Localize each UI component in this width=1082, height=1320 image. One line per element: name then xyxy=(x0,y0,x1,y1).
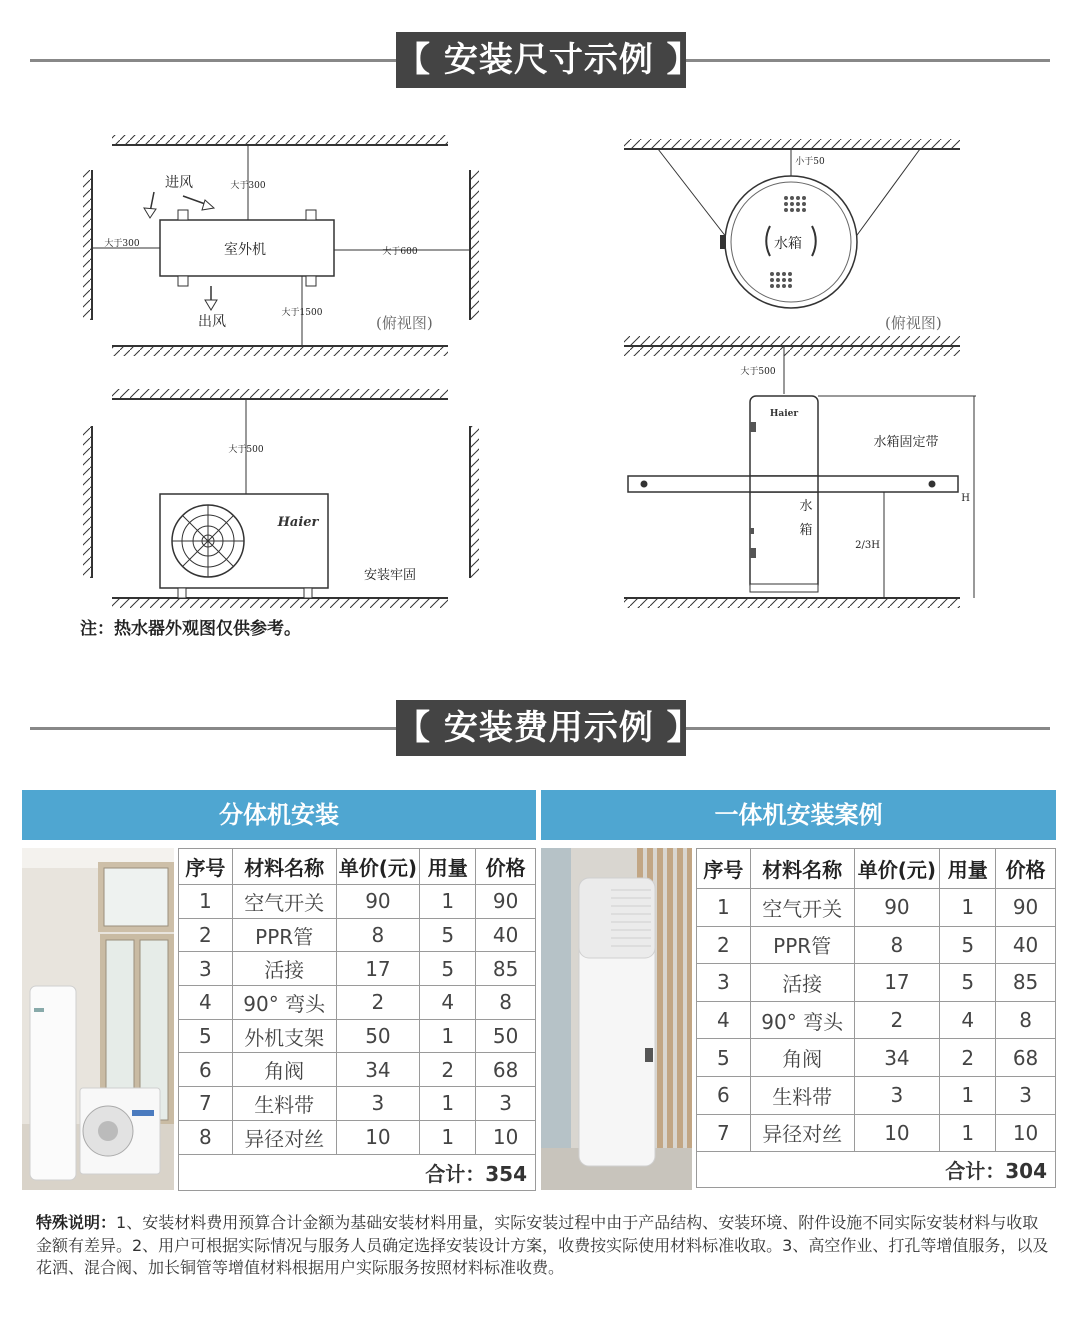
section-title: 【 安装尺寸示例 】 xyxy=(396,32,686,88)
cell-price: 40 xyxy=(476,918,536,952)
cell-price: 3 xyxy=(996,1076,1056,1114)
table-row xyxy=(179,918,536,952)
col-header-price: 价格 xyxy=(996,849,1056,889)
cell-index: 4 xyxy=(697,1001,751,1039)
appearance-note: 注：热水器外观图仅供参考。 xyxy=(80,619,301,639)
cell-quantity: 5 xyxy=(420,918,476,952)
panel-title-integrated-unit: 一体机安装案例 xyxy=(541,790,1056,840)
table-total-row xyxy=(179,1154,536,1190)
label-tank-char2: 箱 xyxy=(799,523,813,538)
cell-material: 异径对丝 xyxy=(750,1114,854,1152)
cell-index: 8 xyxy=(179,1120,233,1154)
cell-quantity: 1 xyxy=(420,1019,476,1053)
brand-logo: Haier xyxy=(277,515,319,530)
col-header-material: 材料名称 xyxy=(232,849,336,885)
cell-unit-price: 3 xyxy=(336,1087,420,1121)
view-label: (俯视图) xyxy=(885,314,942,332)
cell-material: 异径对丝 xyxy=(232,1120,336,1154)
table-row xyxy=(697,889,1056,927)
label-air-out: 出风 xyxy=(198,314,226,330)
cell-material: 活接 xyxy=(750,964,854,1002)
cell-quantity: 4 xyxy=(420,986,476,1020)
cell-price: 40 xyxy=(996,926,1056,964)
cell-index: 7 xyxy=(179,1087,233,1121)
cell-index: 2 xyxy=(697,926,751,964)
special-notes-label: 特殊说明： xyxy=(36,1213,117,1232)
col-header-index: 序号 xyxy=(179,849,233,885)
cell-index: 5 xyxy=(697,1039,751,1077)
label-tank-strap: 水箱固定带 xyxy=(873,435,939,450)
cell-material: 活接 xyxy=(232,952,336,986)
label-outdoor-unit: 室外机 xyxy=(224,242,266,258)
table-row xyxy=(697,926,1056,964)
table-row xyxy=(697,1114,1056,1152)
cell-material: PPR管 xyxy=(750,926,854,964)
dim-top: 大于300 xyxy=(230,181,266,191)
table-row xyxy=(179,885,536,919)
dim-top: 小于50 xyxy=(795,157,825,167)
dim-left: 大于300 xyxy=(104,239,140,249)
cell-price: 3 xyxy=(476,1087,536,1121)
special-notes xyxy=(36,1212,1050,1280)
cell-price: 50 xyxy=(476,1019,536,1053)
cell-unit-price: 2 xyxy=(336,986,420,1020)
dim-top: 大于500 xyxy=(228,445,264,455)
cell-material: PPR管 xyxy=(232,918,336,952)
table-row xyxy=(697,1001,1056,1039)
table-header-row xyxy=(179,849,536,885)
cell-material: 生料带 xyxy=(232,1087,336,1121)
cell-quantity: 1 xyxy=(420,1120,476,1154)
cell-index: 1 xyxy=(697,889,751,927)
cost-table-integrated-unit xyxy=(696,848,1056,1188)
dim-bottom: 大于1500 xyxy=(281,308,323,318)
diagram-outdoor-unit-top-view xyxy=(80,130,500,364)
cell-index: 7 xyxy=(697,1114,751,1152)
cell-price: 85 xyxy=(996,964,1056,1002)
cell-material: 90° 弯头 xyxy=(232,986,336,1020)
cell-quantity: 5 xyxy=(420,952,476,986)
cell-quantity: 2 xyxy=(420,1053,476,1087)
cell-price: 85 xyxy=(476,952,536,986)
dim-right: 大于600 xyxy=(382,247,418,257)
cell-unit-price: 90 xyxy=(336,885,420,919)
cell-quantity: 1 xyxy=(940,1076,996,1114)
cell-unit-price: 8 xyxy=(336,918,420,952)
cell-quantity: 5 xyxy=(940,964,996,1002)
cell-unit-price: 90 xyxy=(854,889,940,927)
cell-price: 8 xyxy=(996,1001,1056,1039)
cell-price: 68 xyxy=(996,1039,1056,1077)
label-tank: 水箱 xyxy=(774,236,802,252)
cell-material: 90° 弯头 xyxy=(750,1001,854,1039)
brand-logo: Haier xyxy=(769,409,799,419)
total-value: 合计：304 xyxy=(697,1152,1056,1188)
col-header-quantity: 用量 xyxy=(420,849,476,885)
cell-unit-price: 17 xyxy=(336,952,420,986)
cell-quantity: 1 xyxy=(420,885,476,919)
panel-title-split-unit: 分体机安装 xyxy=(22,790,536,840)
cell-quantity: 1 xyxy=(940,889,996,927)
cell-index: 3 xyxy=(179,952,233,986)
col-header-price: 价格 xyxy=(476,849,536,885)
section-title: 【 安装费用示例 】 xyxy=(396,700,686,756)
special-notes-text: 1、安装材料费用预算合计金额为基础安装材料用量，实际安装过程中由于产品结构、安装环境、附件设施不同实际安装材料与收取金额有差异。2、用户可根据实际情况与服务人员确定选择安装设计方案，收费按实际使用材料标准收取。3、高空作业、打孔等增值服务，以及花洒、混合阀、加长铜管等增值材料根据用户实际服务按照材料标准收费。 xyxy=(36,1213,1049,1277)
cell-price: 10 xyxy=(476,1120,536,1154)
table-row xyxy=(697,1076,1056,1114)
table-row xyxy=(179,1053,536,1087)
diagram-outdoor-unit-front-view xyxy=(80,388,500,614)
cell-price: 68 xyxy=(476,1053,536,1087)
split-unit-photo xyxy=(22,848,174,1190)
table-row xyxy=(179,952,536,986)
cell-material: 空气开关 xyxy=(750,889,854,927)
label-secure-install: 安装牢固 xyxy=(364,568,417,583)
cell-index: 2 xyxy=(179,918,233,952)
section-header-install-size xyxy=(30,32,1050,88)
table-header-row xyxy=(697,849,1056,889)
col-header-material: 材料名称 xyxy=(750,849,854,889)
cell-price: 90 xyxy=(996,889,1056,927)
cell-material: 生料带 xyxy=(750,1076,854,1114)
cell-unit-price: 34 xyxy=(336,1053,420,1087)
cell-unit-price: 2 xyxy=(854,1001,940,1039)
cell-material: 角阀 xyxy=(750,1039,854,1077)
cell-price: 10 xyxy=(996,1114,1056,1152)
diagram-tank-top-view xyxy=(620,130,980,364)
cell-material: 空气开关 xyxy=(232,885,336,919)
label-height: H xyxy=(961,493,970,504)
cell-index: 3 xyxy=(697,964,751,1002)
cell-material: 角阀 xyxy=(232,1053,336,1087)
cell-price: 90 xyxy=(476,885,536,919)
cell-unit-price: 17 xyxy=(854,964,940,1002)
cell-quantity: 5 xyxy=(940,926,996,964)
cost-table-split-unit xyxy=(178,848,536,1191)
diagram-tank-front-view xyxy=(620,336,980,614)
label-two-thirds-height: 2/3H xyxy=(855,540,880,551)
cell-unit-price: 50 xyxy=(336,1019,420,1053)
cell-index: 4 xyxy=(179,986,233,1020)
cell-unit-price: 34 xyxy=(854,1039,940,1077)
cell-unit-price: 3 xyxy=(854,1076,940,1114)
label-air-in: 进风 xyxy=(165,175,193,191)
table-total-row xyxy=(697,1152,1056,1188)
dim-top: 大于500 xyxy=(740,367,776,377)
col-header-quantity: 用量 xyxy=(940,849,996,889)
section-header-install-cost xyxy=(30,700,1050,756)
col-header-unit-price: 单价(元) xyxy=(854,849,940,889)
table-row xyxy=(697,1039,1056,1077)
cell-index: 6 xyxy=(179,1053,233,1087)
cell-quantity: 1 xyxy=(940,1114,996,1152)
cell-material: 外机支架 xyxy=(232,1019,336,1053)
table-row xyxy=(697,964,1056,1002)
col-header-index: 序号 xyxy=(697,849,751,889)
view-label: (俯视图) xyxy=(376,314,433,332)
cell-quantity: 4 xyxy=(940,1001,996,1039)
integrated-unit-photo xyxy=(541,848,692,1190)
cell-unit-price: 8 xyxy=(854,926,940,964)
cell-quantity: 1 xyxy=(420,1087,476,1121)
total-value: 合计：354 xyxy=(179,1154,536,1190)
col-header-unit-price: 单价(元) xyxy=(336,849,420,885)
label-tank-char1: 水 xyxy=(799,499,813,514)
cell-unit-price: 10 xyxy=(336,1120,420,1154)
cell-index: 5 xyxy=(179,1019,233,1053)
table-row xyxy=(179,1120,536,1154)
cell-unit-price: 10 xyxy=(854,1114,940,1152)
cell-index: 6 xyxy=(697,1076,751,1114)
table-row xyxy=(179,986,536,1020)
cell-index: 1 xyxy=(179,885,233,919)
cell-price: 8 xyxy=(476,986,536,1020)
table-row xyxy=(179,1019,536,1053)
cell-quantity: 2 xyxy=(940,1039,996,1077)
table-row xyxy=(179,1087,536,1121)
